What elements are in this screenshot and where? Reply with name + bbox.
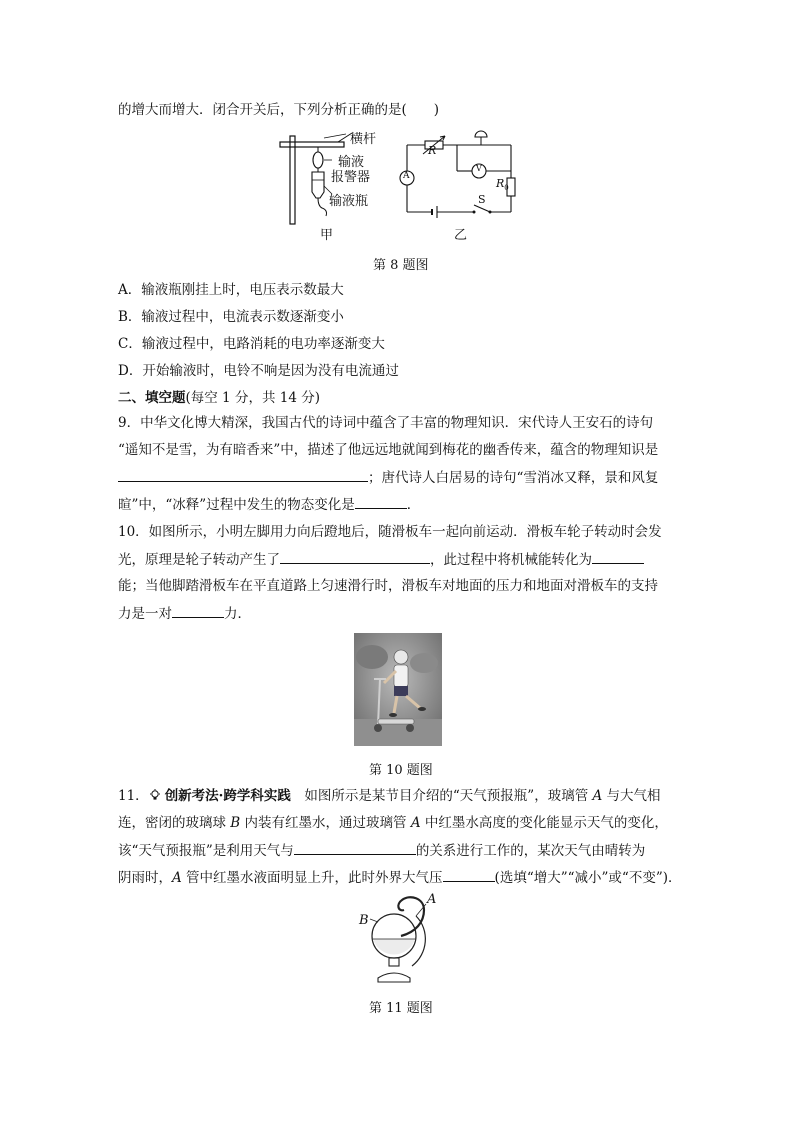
stand-pole <box>290 136 295 224</box>
q9-line-3: ；唐代诗人白居易的诗句“雪消冰又释，景和风复 <box>118 468 658 487</box>
label-crossbar: 横杆 <box>350 132 377 147</box>
q11-line-2: 连，密闭的玻璃球 B 内装有红墨水，通过玻璃管 A 中红墨水高度的变化能显示天气的变化， <box>118 815 668 831</box>
q11-blank-1[interactable] <box>294 841 416 855</box>
q10-line-2: 光，原理是轮子转动产生了 ，此过程中将机械能转化为 <box>118 550 644 569</box>
option-b: B．输液过程中，电流表示数逐渐变小 <box>118 309 344 325</box>
q9-line-1: 9．中华文化博大精深，我国古代的诗词中蕴含了丰富的物理知识．宋代诗人王安石的诗句 <box>118 415 654 431</box>
q10-line-4: 力是一对 力． <box>118 606 251 622</box>
scooter-wheel-back <box>406 724 414 732</box>
label-alarm-line1: 输液 <box>338 155 365 170</box>
q10-blank-2[interactable] <box>592 550 644 564</box>
figure-8-yi-circuit <box>395 126 525 226</box>
switch-S <box>474 205 490 212</box>
figure-10-caption: 第 10 题图 <box>369 763 433 778</box>
label-alarm-line2: 报警器 <box>331 170 371 185</box>
q10-line-1: 10．如图所示，小明左脚用力向后蹬地后，随滑板车一起向前运动．滑板车轮子转动时会发 <box>118 524 662 540</box>
option-d: D．开始输液时，电铃不响是因为没有电流通过 <box>118 363 399 379</box>
q10-blank-1[interactable] <box>280 550 430 564</box>
glass-tube-A <box>398 897 424 936</box>
option-c: C．输液过程中，电路消耗的电功率逐渐变大 <box>118 336 385 352</box>
figure-10-scooter-photo <box>354 633 442 746</box>
question-8-continuation: 的增大而增大．闭合开关后，下列分析正确的是( ) <box>118 102 440 118</box>
label-S: S <box>478 193 486 206</box>
q11-line-4: 阴雨时，A 管中红墨水液面明显上升，此时外界大气压 (选填“增大”“减小”或“不变”)． <box>118 870 682 886</box>
q9-line-4: 暄”中，“冰释”过程中发生的物态变化是 ． <box>118 497 421 513</box>
bell-symbol <box>475 131 487 137</box>
figure-11-label-A: A <box>427 892 437 907</box>
scooter-wheel-front <box>374 724 382 732</box>
q9-blank-2[interactable] <box>355 495 407 509</box>
figure-11-label-B: B <box>359 913 369 928</box>
option-a: A．输液瓶刚挂上时，电压表示数最大 <box>118 282 344 298</box>
q10-line-3: 能；当他脚踏滑板车在平直道路上匀速滑行时，滑板车对地面的压力和地面对滑板车的支持 <box>118 578 658 594</box>
figure-11-caption: 第 11 题图 <box>369 1001 433 1016</box>
q11-line-3: 该“天气预报瓶”是利用天气与 的关系进行工作的，某次天气由晴转为 <box>118 843 646 859</box>
lightbulb-icon <box>149 788 161 800</box>
figure-8-caption: 第 8 题图 <box>373 258 429 273</box>
child-helmet <box>394 650 408 664</box>
q11-tag: 创新考法·跨学科实践 <box>164 788 291 804</box>
label-jia: 甲 <box>320 228 334 243</box>
label-A: A <box>403 171 410 181</box>
label-R: R <box>428 144 437 157</box>
q9-line-2: “遥知不是雪，为有暗香来”中，描述了他远远地就闻到梅花的幽香传来，蕴含的物理知识是 <box>118 442 659 458</box>
label-yi: 乙 <box>454 228 468 243</box>
label-bottle: 输液瓶 <box>329 194 369 209</box>
bottle-stand <box>378 973 410 982</box>
label-R0: $R_0$ <box>496 177 509 193</box>
alarm-device <box>313 152 323 168</box>
scooter-deck <box>378 719 414 724</box>
bottle-shape <box>312 172 324 198</box>
q11-blank-2[interactable] <box>443 868 495 882</box>
q11-line-1: 11． 创新考法·跨学科实践 如图所示是某节目介绍的“天气预报瓶”，玻璃管 A 与大气相 <box>118 788 661 804</box>
label-V: V <box>476 164 482 173</box>
q9-blank-1[interactable] <box>118 468 368 482</box>
section-2-heading: 二、填空题(每空 1 分，共 14 分) <box>118 390 320 406</box>
figure-11-weather-bottle <box>356 892 446 992</box>
q10-blank-3[interactable] <box>172 604 224 618</box>
